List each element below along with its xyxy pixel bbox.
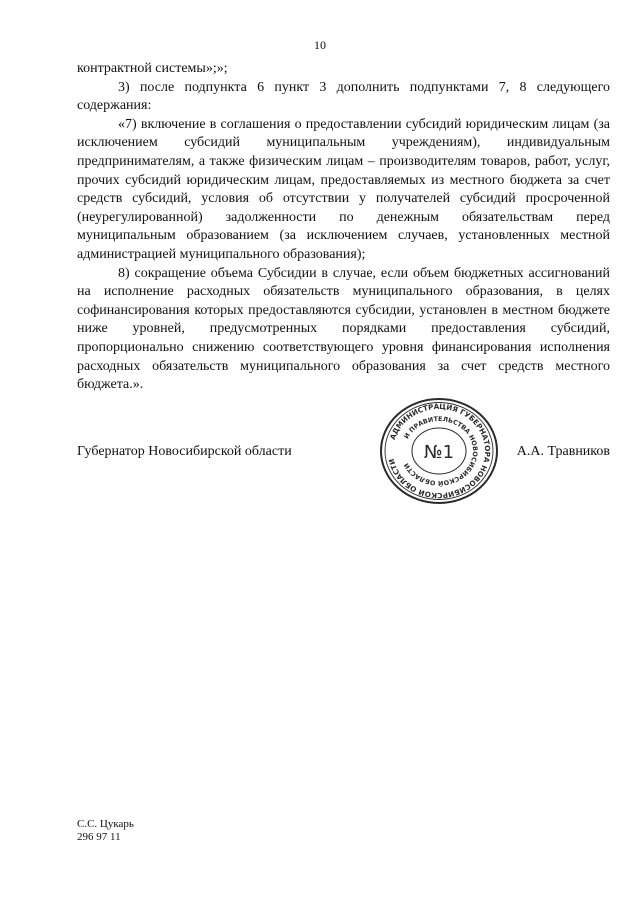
paragraph-continuation: контрактной системы»;»; [77,61,228,76]
page-number: 10 [314,38,326,52]
executor-info [77,818,134,844]
seal-inner-text: И ПРАВИТЕЛЬСТВА НОВОСИБИРСКОЙ ОБЛАСТИ [402,414,480,488]
paragraph-item-3: 3) после подпункта 6 пункт 3 дополнить подпунктами 7, 8 следующего содержания: [77,79,610,114]
seal-outer-text: АДМИНИСТРАЦИЯ ГУБЕРНАТОРА НОВОСИБИРСКОЙ ОБЛАСТИ [386,401,493,501]
executor-name: С.С. Цукарь [77,818,134,830]
paragraph-item-7: «7) включение в соглашения о предоставлении субсидий юридическим лицам (за исключением субсидий муниципальным учреждениям), индивидуальным предпринимателям, а также физическим лицам – производителям товаров, работ, услуг, прочих субсидий юридическим лицам, предоставляемых из местного бюджета за счет средств субсидий, условия об отсутствии у получателей субсидий просроченной (неурегулированной) задолженности по денежным обязательствам перед муниципальным образованием (за исключением случаев, установленных местной администрацией муниципального образования); [77,116,610,262]
executor-phone: 296 97 11 [77,831,121,843]
signer-title: Губернатор Новосибирской области [77,444,292,459]
paragraph-item-8: 8) сокращение объема Субсидии в случае, если объем бюджетных ассигнований на исполнение расходных обязательств муниципального образования, в целях софинансирования которых предоставляются субсидии, установлен в местном бюджете ниже уровней, предусмотренных порядками предоставления субсидий, пропорционально снижению соответствующего уровня финансирования исполнения расходных обязательств муниципального образования за счет средств местного бюджета.». [77,265,610,393]
seal-center-number: №1 [423,442,455,463]
official-seal-stamp [378,397,500,505]
signer-name: А.А. Травников [516,444,610,459]
document-body [77,60,610,395]
